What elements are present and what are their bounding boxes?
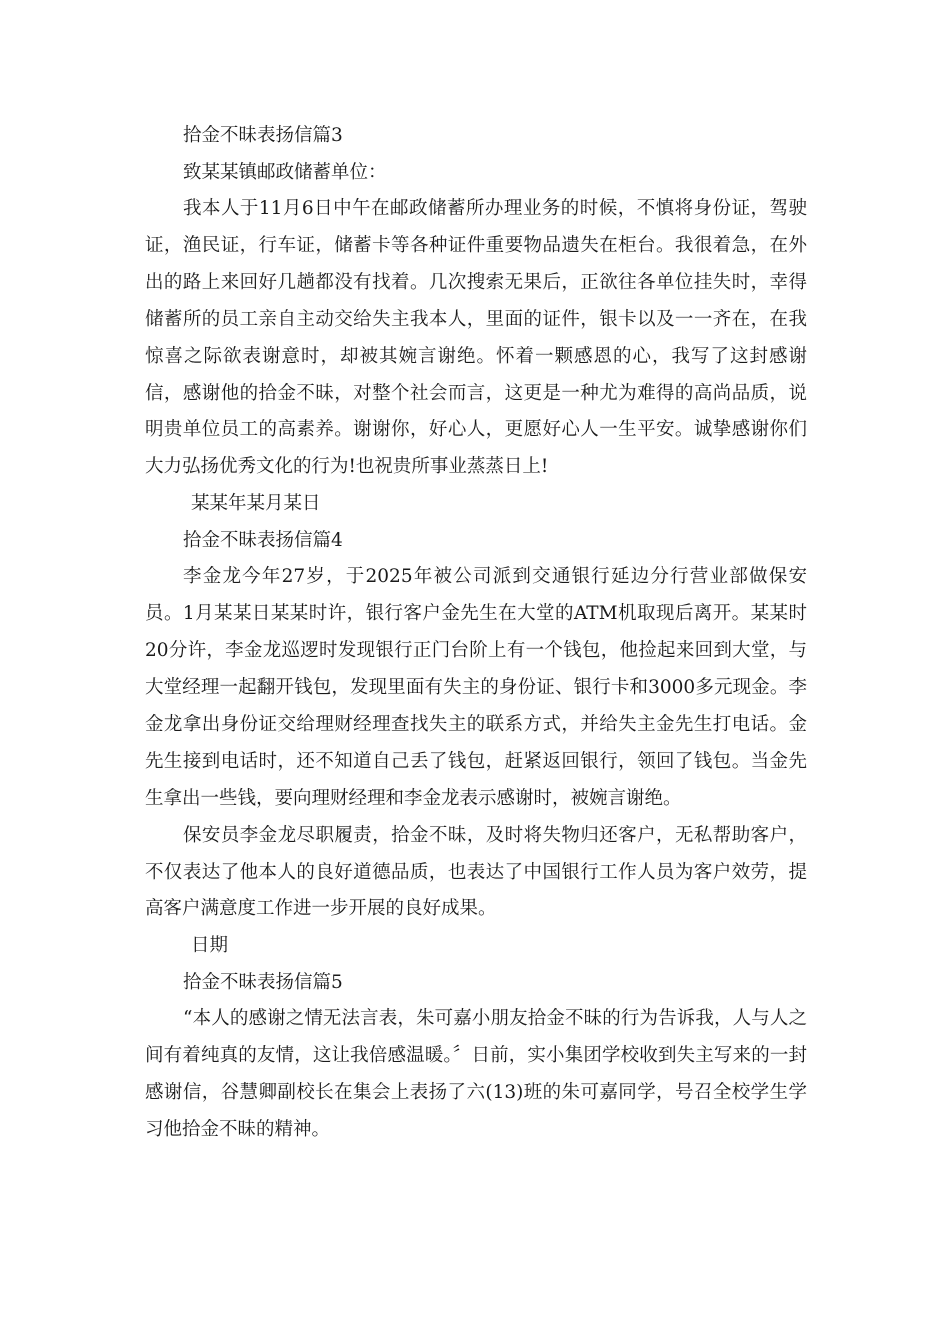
section-heading: 拾金不昧表扬信篇4: [183, 529, 343, 551]
salutation: 致某某镇邮政储蓄单位：: [183, 161, 387, 183]
signoff-date: 某某年某月某日: [191, 493, 321, 515]
body-paragraph: “本人的感谢之情无法言表，朱可嘉小朋友拾金不昧的行为告诉我，人与人之间有着纯真的友情，这让我倍感温暖。〞日前，实小集团学校收到失主写来的一封感谢信，谷慧卿副校长在集会上表扬了六(13)班的朱可嘉同学，号召全校学生学习他拾金不昧的精神。: [145, 1008, 807, 1141]
body-paragraph: 我本人于11月6日中午在邮政储蓄所办理业务的时候，不慎将身份证，驾驶证，渔民证，行车证，储蓄卡等各种证件重要物品遗失在柜台。我很着急，在外出的路上来回好几趟都没有找着。几次搜索无果后，正欲往各单位挂失时，幸得储蓄所的员工亲自主动交给失主我本人，里面的证件，银卡以及一一齐在，在我惊喜之际欲表谢意时，却被其婉言谢绝。怀着一颗感恩的心，我写了这封感谢信，感谢他的拾金不昧，对整个社会而言，这更是一种尤为难得的高尚品质，说明贵单位员工的高素养。谢谢你，好心人，更愿好心人一生平安。诚挚感谢你们大力弘扬优秀文化的行为!也祝贵所事业蒸蒸日上!: [145, 198, 807, 478]
signoff-date: 日期: [191, 935, 229, 957]
section-heading: 拾金不昧表扬信篇5: [183, 971, 343, 993]
body-paragraph: 李金龙今年27岁，于2025年被公司派到交通银行延边分行营业部做保安员。1月某某日某某时许，银行客户金先生在大堂的ATM机取现后离开。某某时20分许，李金龙巡逻时发现银行正门台阶上有一个钱包，他捡起来回到大堂，与大堂经理一起翻开钱包，发现里面有失主的身份证、银行卡和3000多元现金。李金龙拿出身份证交给理财经理查找失主的联系方式，并给失主金先生打电话。金先生接到电话时，还不知道自己丢了钱包，赶紧返回银行，领回了钱包。当金先生拿出一些钱，要向理财经理和李金龙表示感谢时，被婉言谢绝。: [145, 566, 807, 809]
section-heading: 拾金不昧表扬信篇3: [183, 125, 343, 146]
document-page: [145, 118, 807, 1149]
body-paragraph: 保安员李金龙尽职履责，拾金不昧，及时将失物归还客户，无私帮助客户，不仅表达了他本人的良好道德品质，也表达了中国银行工作人员为客户效劳，提高客户满意度工作进一步开展的良好成果。: [145, 824, 807, 920]
